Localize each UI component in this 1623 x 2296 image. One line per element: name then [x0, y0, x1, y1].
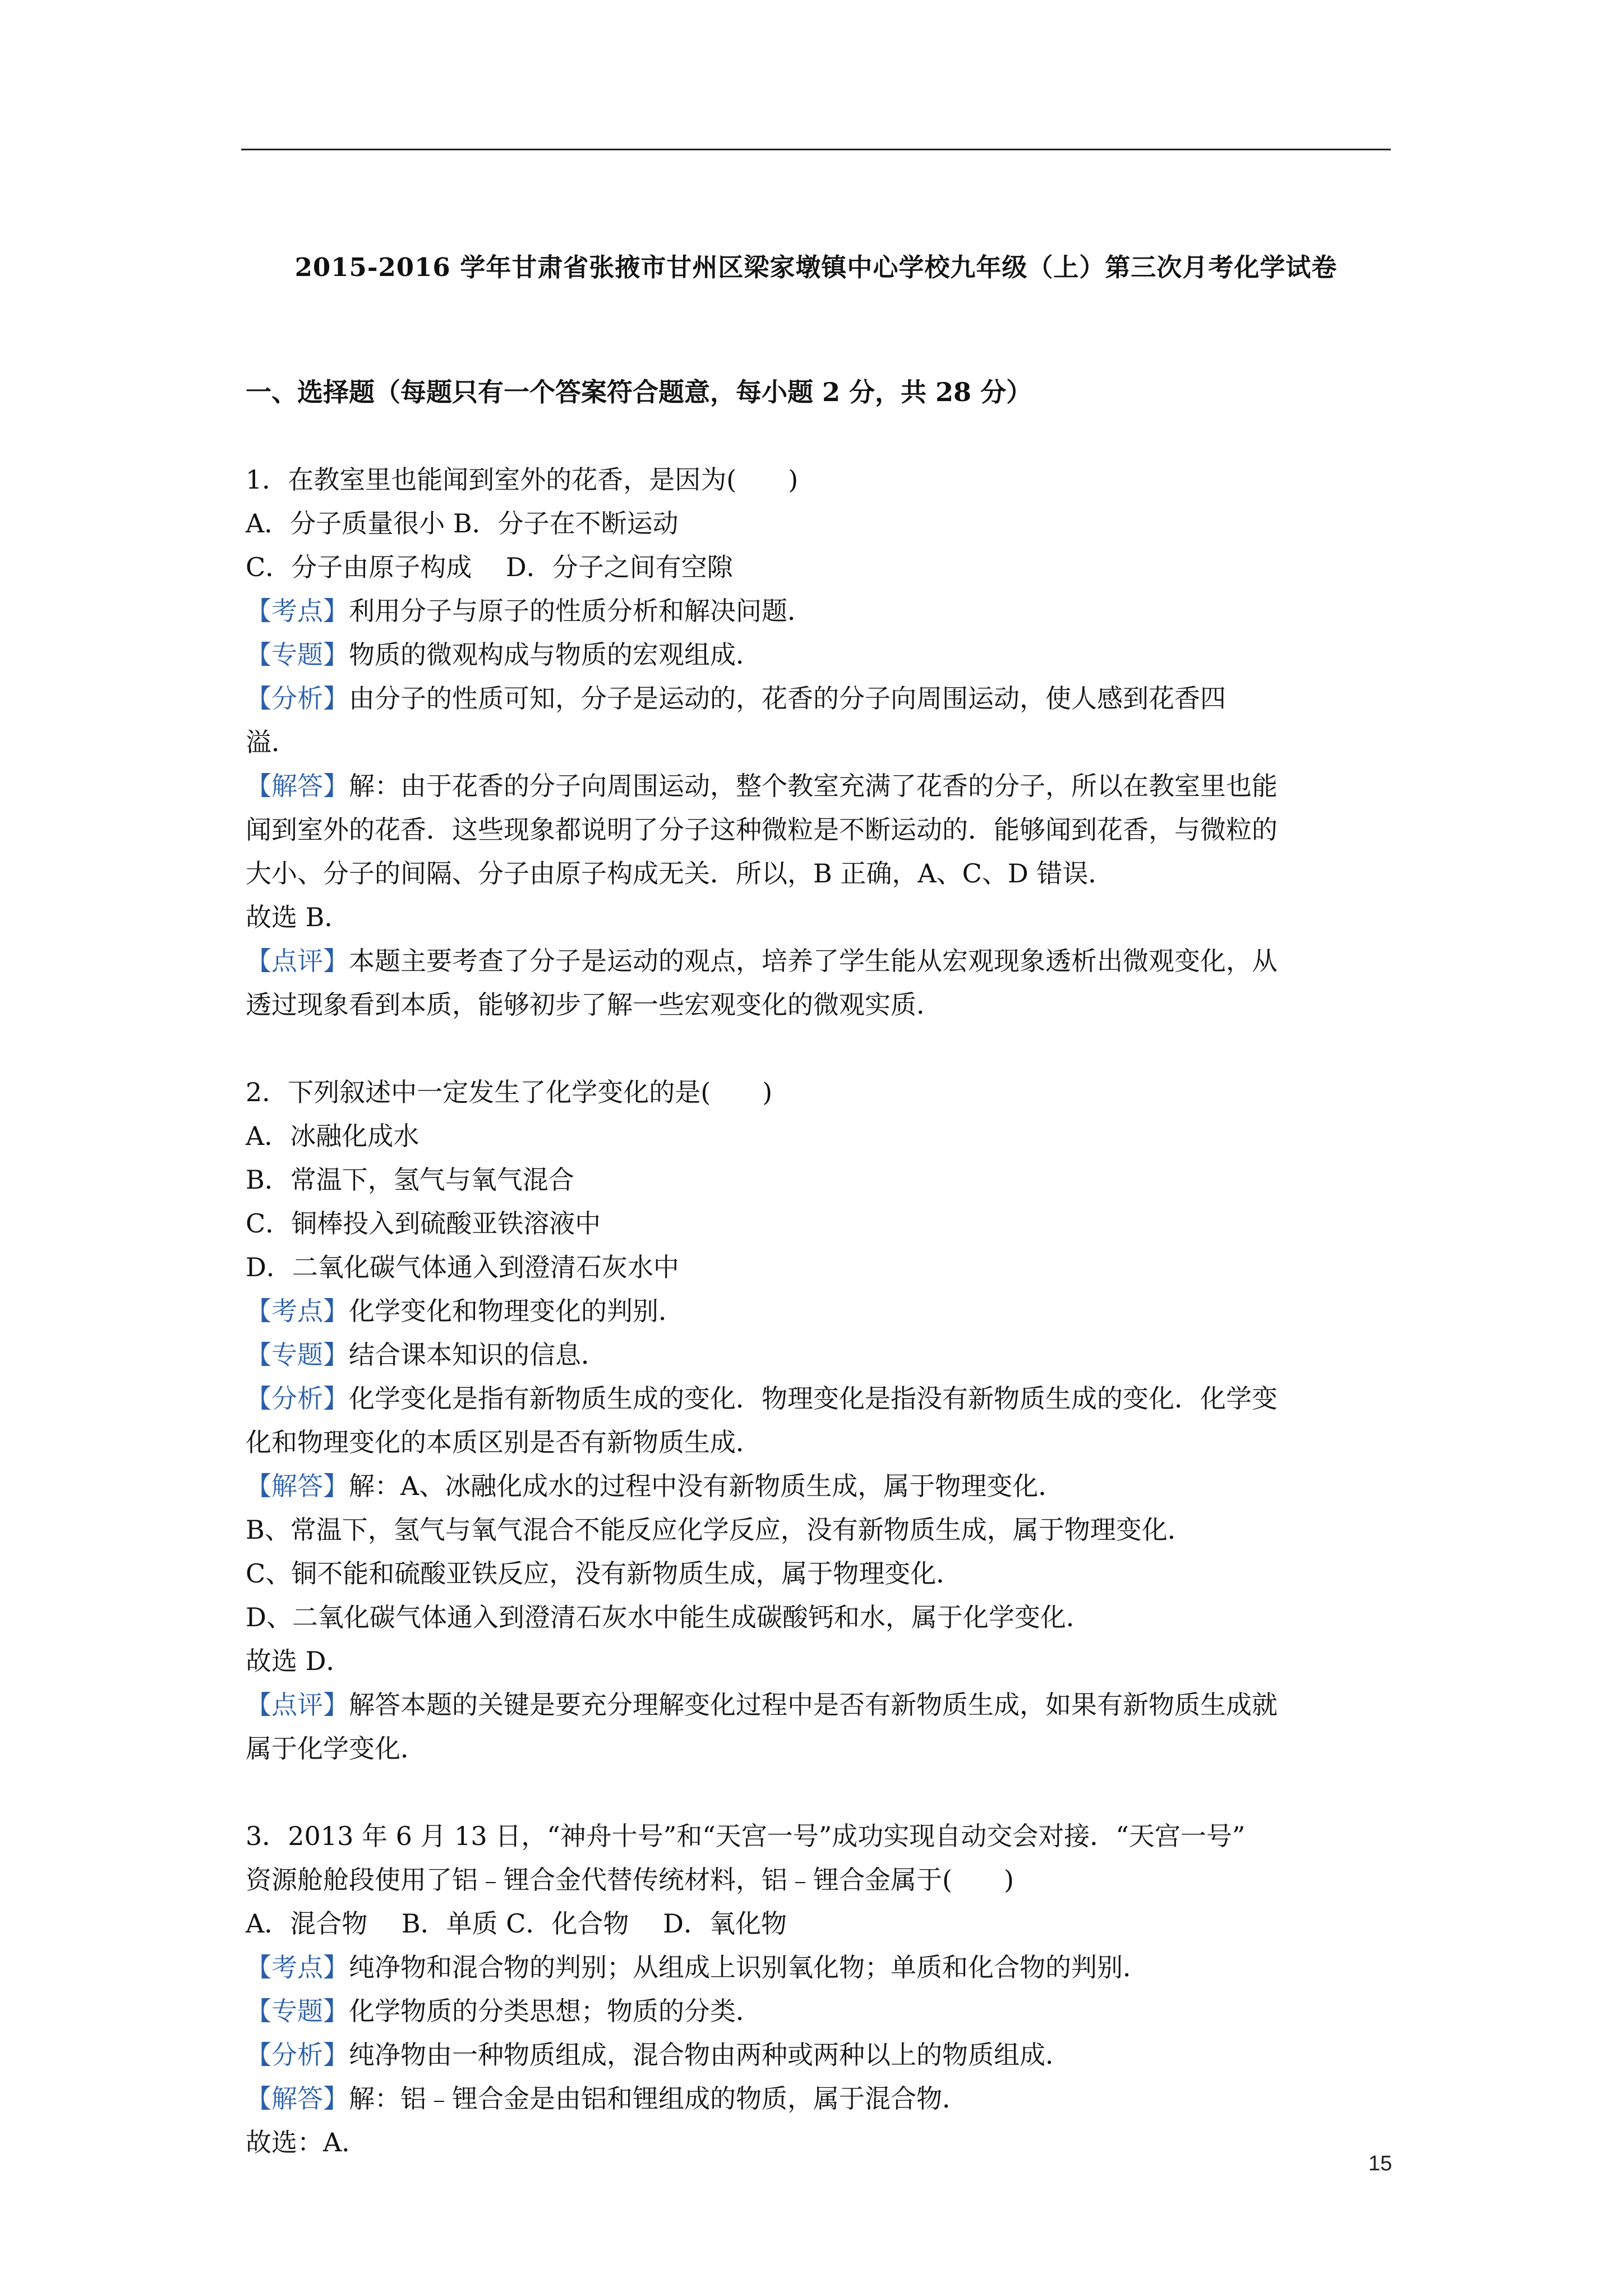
dianping-text: 解答本题的关键是要充分理解变化过程中是否有新物质生成，如果有新物质生成就	[349, 1690, 1278, 1720]
fenxi-text: 由分子的性质可知，分子是运动的，花香的分子向周围运动，使人感到花香四	[349, 683, 1226, 714]
dianping-continuation: 透过现象看到本质，能够初步了解一些宏观变化的微观实质．	[246, 990, 942, 1020]
zhuanti-row: 【专题】结合课本知识的信息．	[246, 1340, 607, 1370]
fenxi-row: 【分析】纯净物由一种物质组成，混合物由两种或两种以上的物质组成．	[246, 2040, 1071, 2070]
question-stem: 3．2013 年 6 月 13 日，“神舟十号”和“天宫一号”成功实现自动交会对接．“天宫一号”	[246, 1821, 1246, 1851]
fenxi-text: 纯净物由一种物质组成，混合物由两种或两种以上的物质组成．	[349, 2040, 1071, 2070]
option-line: B．常温下，氢气与氧气混合	[246, 1165, 574, 1195]
option-line: A．混合物 B．单质 C．化合物 D．氧化物	[246, 1908, 787, 1939]
question-2	[246, 1070, 1395, 1770]
zhuanti-text: 物质的微观构成与物质的宏观组成．	[349, 639, 762, 670]
jieda-label: 解答	[271, 1471, 323, 1501]
kaodian-text: 纯净物和混合物的判别；从组成上识别氧化物；单质和化合物的判别．	[349, 1952, 1149, 1982]
jieda-label: 解答	[271, 771, 323, 801]
jieda-row: 【解答】解：由于花香的分子向周围运动，整个教室充满了花香的分子，所以在教室里也能	[246, 771, 1278, 801]
kaodian-text: 化学变化和物理变化的判别．	[349, 1296, 684, 1326]
zhuanti-row: 【专题】化学物质的分类思想；物质的分类．	[246, 1996, 762, 2026]
kaodian-row: 【考点】纯净物和混合物的判别；从组成上识别氧化物；单质和化合物的判别．	[246, 1952, 1149, 1982]
jieda-label: 解答	[271, 2083, 323, 2114]
dianping-label: 点评	[271, 946, 323, 976]
question-stem-continuation: 资源舱舱段使用了铝﹣锂合金代替传统材料，铝﹣锂合金属于( )	[246, 1865, 1014, 1895]
fenxi-continuation: 溢．	[246, 727, 297, 757]
zhuanti-label: 专题	[271, 1996, 323, 2026]
fenxi-row: 【分析】化学变化是指有新物质生成的变化．物理变化是指没有新物质生成的变化．化学变	[246, 1383, 1278, 1414]
question-3	[246, 1814, 1395, 2164]
jieda-row: 【解答】解：铝﹣锂合金是由铝和锂组成的物质，属于混合物．	[246, 2083, 968, 2114]
question-stem: 1．在教室里也能闻到室外的花香，是因为( )	[246, 464, 799, 495]
jieda-continuation: 大小、分子的间隔、分子由原子构成无关．所以，B 正确，A、C、D 错误．	[246, 858, 1114, 889]
kaodian-label: 考点	[271, 596, 323, 626]
answer-line: 故选：A．	[246, 2127, 368, 2157]
option-line: A．分子质量很小 B．分子在不断运动	[246, 508, 679, 539]
dianping-row: 【点评】解答本题的关键是要充分理解变化过程中是否有新物质生成，如果有新物质生成就	[246, 1690, 1278, 1720]
answer-line: 故选 D．	[246, 1646, 352, 1676]
fenxi-row: 【分析】由分子的性质可知，分子是运动的，花香的分子向周围运动，使人感到花香四	[246, 683, 1226, 714]
question-stem: 2．下列叙述中一定发生了化学变化的是( )	[246, 1077, 773, 1107]
kaodian-row: 【考点】化学变化和物理变化的判别．	[246, 1296, 684, 1326]
jieda-continuation: C、铜不能和硫酸亚铁反应，没有新物质生成，属于物理变化．	[246, 1558, 962, 1589]
fenxi-label: 分析	[271, 683, 323, 714]
option-line: A．冰融化成水	[246, 1121, 419, 1151]
jieda-text: 解：A、冰融化成水的过程中没有新物质生成，属于物理变化．	[349, 1471, 1064, 1501]
jieda-continuation: 闻到室外的花香．这些现象都说明了分子这种微粒是不断运动的．能够闻到花香，与微粒的	[246, 815, 1278, 845]
exam-content	[246, 370, 1395, 2164]
jieda-row: 【解答】解：A、冰融化成水的过程中没有新物质生成，属于物理变化．	[246, 1471, 1064, 1501]
answer-line: 故选 B．	[246, 902, 351, 932]
kaodian-label: 考点	[271, 1952, 323, 1982]
document-title: 2015-2016 学年甘肃省张掖市甘州区梁家墩镇中心学校九年级（上）第三次月考化学试卷	[294, 252, 1338, 282]
dianping-continuation: 属于化学变化．	[246, 1733, 426, 1764]
fenxi-label: 分析	[271, 1383, 323, 1414]
option-line: C．铜棒投入到硫酸亚铁溶液中	[246, 1208, 601, 1239]
zhuanti-label: 专题	[271, 639, 323, 670]
section-heading: 一、选择题（每题只有一个答案符合题意，每小题 2 分，共 28 分）	[246, 377, 1032, 407]
page-number: 15	[1368, 2152, 1393, 2175]
dianping-text: 本题主要考查了分子是运动的观点，培养了学生能从宏观现象透析出微观变化，从	[349, 946, 1278, 976]
kaodian-text: 利用分子与原子的性质分析和解决问题．	[349, 596, 813, 626]
fenxi-text: 化学变化是指有新物质生成的变化．物理变化是指没有新物质生成的变化．化学变	[349, 1383, 1278, 1414]
dianping-label: 点评	[271, 1690, 323, 1720]
option-line: C．分子由原子构成 D．分子之间有空隙	[246, 552, 733, 582]
jieda-continuation: B、常温下，氢气与氧气混合不能反应化学反应，没有新物质生成，属于物理变化．	[246, 1515, 1193, 1545]
kaodian-label: 考点	[271, 1296, 323, 1326]
kaodian-row: 【考点】利用分子与原子的性质分析和解决问题．	[246, 596, 813, 626]
question-1	[246, 458, 1395, 1027]
zhuanti-text: 化学物质的分类思想；物质的分类．	[349, 1996, 762, 2026]
dianping-row: 【点评】本题主要考查了分子是运动的观点，培养了学生能从宏观现象透析出微观变化，从	[246, 946, 1278, 976]
zhuanti-text: 结合课本知识的信息．	[349, 1340, 607, 1370]
header-rule	[241, 149, 1391, 150]
zhuanti-row: 【专题】物质的微观构成与物质的宏观组成．	[246, 639, 762, 670]
jieda-continuation: D、二氧化碳气体通入到澄清石灰水中能生成碳酸钙和水，属于化学变化．	[246, 1602, 1092, 1632]
fenxi-label: 分析	[271, 2040, 323, 2070]
fenxi-continuation: 化和物理变化的本质区别是否有新物质生成．	[246, 1427, 762, 1457]
zhuanti-label: 专题	[271, 1340, 323, 1370]
option-line: D．二氧化碳气体通入到澄清石灰水中	[246, 1252, 679, 1282]
jieda-text: 解：铝﹣锂合金是由铝和锂组成的物质，属于混合物．	[349, 2083, 968, 2114]
jieda-text: 解：由于花香的分子向周围运动，整个教室充满了花香的分子，所以在教室里也能	[349, 771, 1278, 801]
